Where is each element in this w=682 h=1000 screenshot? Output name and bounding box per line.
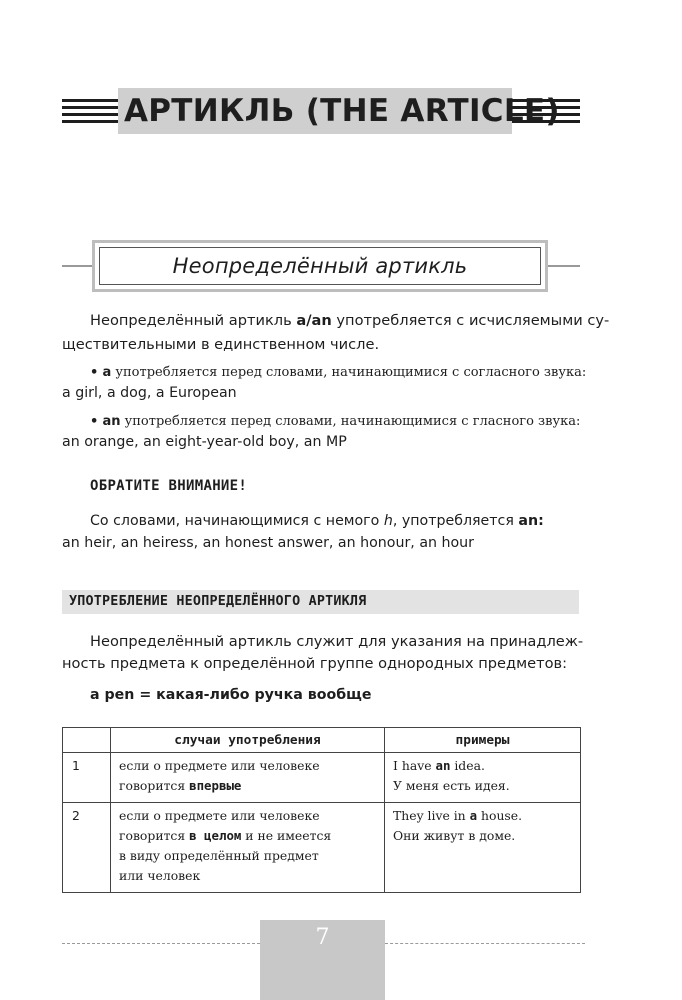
rule-a-text: употребляется перед словами, начинающимися с согласного звука:	[111, 365, 587, 380]
case-bold: впервые	[189, 778, 242, 793]
page-number: 7	[315, 925, 330, 950]
subtitle-line-left	[62, 265, 94, 267]
row-example	[385, 753, 581, 803]
row-example	[385, 803, 581, 893]
case-line: если о предмете или человеке	[119, 808, 320, 823]
bullet: •	[90, 414, 99, 429]
case-text: говорится	[119, 778, 190, 793]
rule-an-text: употребляется перед словами, начинающимися с гласного звука:	[120, 414, 581, 429]
example-text-post: house.	[477, 808, 523, 823]
case-text: говорится	[119, 828, 190, 843]
rule-a-term: a	[102, 365, 112, 380]
rule-an-term: an	[102, 414, 121, 429]
table-row	[63, 803, 581, 893]
case-line: или человек	[119, 868, 201, 883]
example-article: an	[435, 758, 451, 773]
table-row	[63, 753, 581, 803]
example-text: They live in	[393, 808, 470, 823]
notice-bold-an: an:	[518, 513, 544, 529]
notice-text	[90, 510, 544, 532]
rule-an	[90, 413, 580, 431]
case-bold: в целом	[189, 828, 242, 843]
subtitle-line-right	[546, 265, 580, 267]
case-text-post: и не имеется	[241, 828, 332, 843]
row-number: 2	[63, 803, 111, 893]
intro-line-2: ществительными в единственном числе.	[62, 336, 380, 353]
subtitle-box	[92, 240, 548, 292]
example-en	[393, 806, 572, 826]
title-lines-left	[62, 99, 118, 129]
intro-text: Неопределённый артикль	[90, 312, 297, 329]
notice-text-pre: Со словами, начинающимися с немого	[90, 513, 384, 529]
row-case	[111, 803, 385, 893]
intro-line-1	[90, 309, 609, 333]
footer-dash-left	[62, 943, 260, 944]
notice-examples: an heir, an heiress, an honest answer, an honour, an hour	[62, 535, 475, 551]
section-line-2: ность предмета к определённой группе однородных предметов:	[62, 655, 568, 672]
notice-heading: ОБРАТИТЕ ВНИМАНИЕ!	[90, 478, 248, 494]
case-line: если о предмете или человеке	[119, 758, 320, 773]
example-en	[393, 756, 572, 776]
notice-text-post: , употребляется	[392, 513, 519, 529]
table-header-examples: примеры	[385, 728, 581, 753]
footer-dash-right	[385, 943, 585, 944]
rule-a	[90, 364, 586, 382]
intro-text-post: употребляется с исчисляемыми су-	[331, 312, 610, 329]
example-article: a	[469, 808, 478, 823]
example-text-post: idea.	[450, 758, 485, 773]
page-title: АРТИКЛЬ (THE ARTICLE)	[124, 93, 560, 129]
table-header-row	[63, 728, 581, 753]
row-number: 1	[63, 753, 111, 803]
usage-table	[62, 727, 581, 893]
notice-italic-h: h	[383, 513, 393, 529]
intro-bold-term: a/an	[296, 312, 332, 329]
case-line	[119, 826, 376, 846]
example-text: I have	[393, 758, 436, 773]
rule-a-examples: a girl, a dog, a European	[62, 385, 237, 401]
section-heading: УПОТРЕБЛЕНИЕ НЕОПРЕДЕЛЁННОГО АРТИКЛЯ	[69, 594, 367, 609]
case-line: в виду определённый предмет	[119, 848, 319, 863]
subtitle-inner	[99, 247, 541, 285]
bullet: •	[90, 365, 99, 380]
example-ru: У меня есть идея.	[393, 778, 510, 793]
section-line-1: Неопределённый артикль служит для указания на принадлеж-	[90, 633, 584, 650]
rule-an-examples: an orange, an eight-year-old boy, an MP	[62, 434, 347, 450]
table-header-num	[63, 728, 111, 753]
case-line	[119, 776, 376, 796]
example-ru: Они живут в доме.	[393, 828, 516, 843]
section-example: a pen = какая-либо ручка вообще	[90, 687, 372, 703]
table-header-cases: случаи употребления	[111, 728, 385, 753]
subtitle: Неопределённый артикль	[172, 254, 468, 278]
row-case	[111, 753, 385, 803]
